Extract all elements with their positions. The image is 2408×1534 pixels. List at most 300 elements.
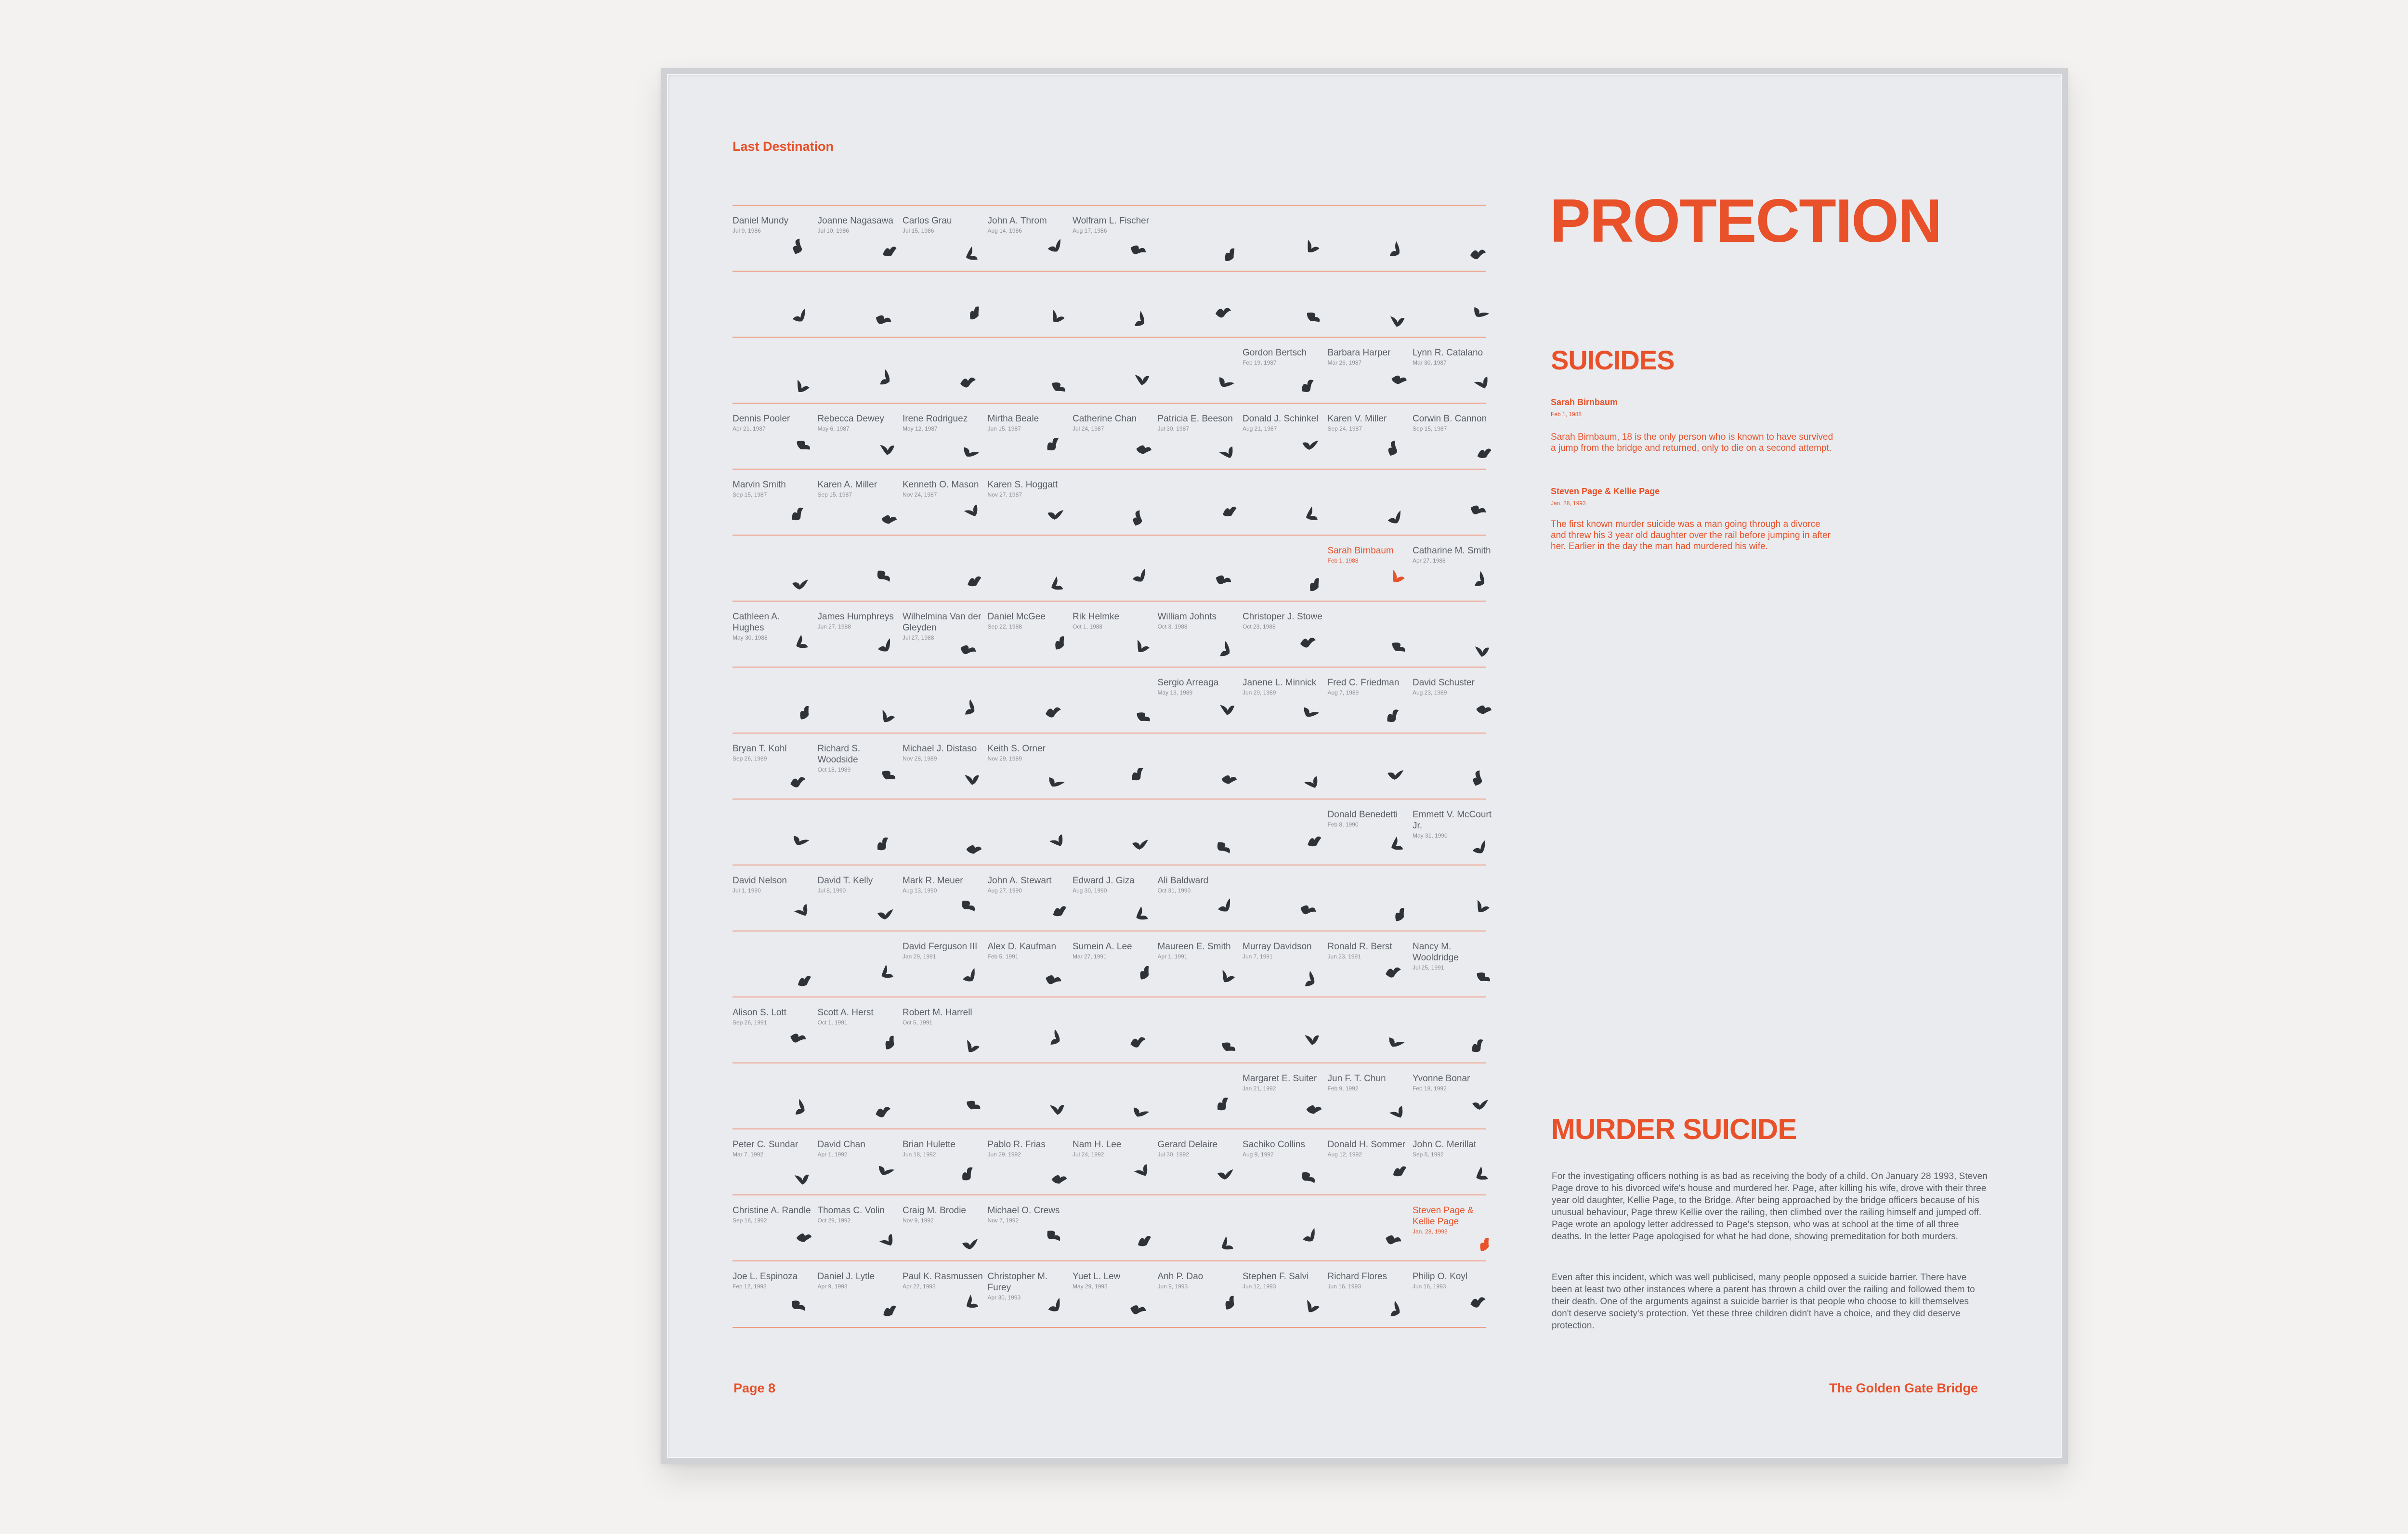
victim-cell: [1158, 865, 1241, 931]
victim-date: Nov 9, 1992: [903, 1217, 934, 1224]
falling-figure-icon: [957, 1163, 980, 1185]
falling-figure-icon: [879, 242, 898, 259]
victim-date: Sep 22, 1988: [987, 623, 1022, 630]
victim-name: Joanne Nagasawa Jul 10, 1986: [818, 215, 899, 235]
falling-figure-icon: [1217, 1035, 1240, 1058]
victim-name: Rik Helmke Oct 1, 1988: [1073, 611, 1153, 631]
falling-figure-icon: [1472, 641, 1492, 659]
victim-date: Oct 1, 1988: [1073, 623, 1103, 630]
victim-cell: [818, 799, 901, 865]
victim-name: Edward J. Giza Aug 30, 1990: [1073, 875, 1153, 895]
victim-cell: [988, 601, 1071, 667]
victim-date: Nov 29, 1989: [987, 755, 1022, 762]
victim-cell: [1158, 1128, 1241, 1194]
falling-figure-icon: [787, 1295, 809, 1318]
falling-figure-icon: [963, 1093, 985, 1116]
victim-name: Nam H. Lee Jul 24, 1992: [1073, 1139, 1153, 1159]
victim-date: Nov 24, 1987: [903, 491, 937, 498]
falling-figure-icon: [1471, 1163, 1493, 1185]
falling-figure-icon: [1301, 1029, 1322, 1048]
falling-figure-icon: [957, 895, 979, 918]
victim-date: Aug 17, 1986: [1073, 227, 1107, 234]
victim-cell: [1073, 865, 1155, 931]
victim-name: Nancy M. Wooldridge Jul 25, 1991: [1413, 941, 1493, 972]
grid-row: [733, 865, 1486, 931]
falling-figure-icon: [794, 971, 814, 989]
falling-figure-icon: [1382, 437, 1404, 459]
victim-date: Aug 21, 1987: [1243, 425, 1277, 432]
falling-figure-icon: [1384, 1031, 1406, 1053]
victim-date: Aug 13, 1990: [903, 887, 937, 894]
victim-date: Nov 7, 1992: [987, 1217, 1019, 1224]
falling-figure-icon: [961, 499, 983, 522]
falling-figure-icon: [1046, 573, 1068, 596]
victim-cell: [1073, 469, 1155, 535]
falling-figure-icon: [1297, 376, 1319, 396]
story-text: Sarah Birnbaum, 18 is the only person who is known to have survived a jump from the bridge and returned, only to die on a second attempt.: [1551, 432, 1833, 453]
grid-row: [733, 271, 1486, 337]
victim-name: David Ferguson III Jan 29, 1991: [903, 941, 983, 961]
victim-date: Jul 24, 1992: [1073, 1151, 1104, 1158]
section-label: Last Destination: [733, 139, 834, 154]
victim-name: Peter C. Sundar Mar 7, 1992: [733, 1139, 813, 1159]
victim-cell: [903, 1260, 985, 1326]
victim-cell: [1158, 469, 1241, 535]
victim-cell: [1158, 337, 1241, 403]
falling-figure-icon: [1129, 309, 1151, 332]
page-title: PROTECTION: [1550, 186, 1941, 255]
victim-cell: [988, 205, 1071, 271]
falling-figure-icon: [1217, 1291, 1240, 1313]
victim-date: Apr 9, 1993: [817, 1283, 848, 1290]
victim-date: Feb 19, 1987: [1243, 359, 1277, 366]
falling-figure-icon: [961, 1237, 979, 1252]
falling-figure-icon: [1297, 900, 1319, 920]
victim-cell: [733, 1260, 815, 1326]
victim-name: Sergio Arreaga May 13, 1989: [1158, 677, 1239, 697]
falling-figure-icon: [787, 236, 809, 258]
victim-date: Jul 25, 1991: [1413, 964, 1444, 971]
falling-figure-icon: [1469, 838, 1491, 858]
falling-figure-icon: [1303, 305, 1324, 328]
victim-cell: [1328, 1062, 1411, 1128]
victim-name: Fred C. Friedman Aug 7, 1989: [1328, 677, 1409, 697]
page-label: Page 8: [733, 1381, 776, 1395]
falling-figure-icon: [1469, 1295, 1487, 1310]
victim-name: Irene Rodriguez May 12, 1987: [903, 413, 983, 433]
victim-cell: [903, 1128, 985, 1194]
grid-row: [733, 403, 1486, 469]
victim-name: Michael J. Distaso Nov 28, 1989: [903, 743, 983, 763]
victim-cell: [1158, 1062, 1241, 1128]
victim-cell: [733, 931, 815, 996]
victim-cell: [988, 1260, 1071, 1326]
victim-date: Oct 1, 1991: [817, 1019, 848, 1026]
victim-date: Aug 12, 1992: [1327, 1151, 1362, 1158]
victim-date: May 6, 1987: [817, 425, 850, 432]
falling-figure-icon: [874, 636, 896, 656]
victim-cell: [1073, 271, 1155, 337]
victim-name: Corwin B. Cannon Sep 15, 1987: [1413, 413, 1493, 433]
victim-date: Jul 24, 1987: [1073, 425, 1104, 432]
falling-figure-icon: [1212, 570, 1234, 591]
victim-date: Jul 30, 1987: [1157, 425, 1189, 432]
falling-figure-icon: [1300, 436, 1320, 453]
victim-cell: [1158, 733, 1241, 799]
victim-cell: [818, 337, 901, 403]
story-date: Feb 1, 1988: [1551, 411, 1582, 418]
victim-cell: [1413, 535, 1495, 601]
victim-cell: [1328, 667, 1411, 733]
falling-figure-icon: [872, 565, 894, 588]
victim-cell: [1243, 1062, 1325, 1128]
victim-cell: [733, 667, 815, 733]
victim-name: Christopher M. Furey Apr 30, 1993: [988, 1271, 1069, 1302]
victim-name: Catherine Chan Jul 24, 1987: [1073, 413, 1153, 433]
falling-figure-icon: [1384, 1299, 1406, 1322]
victim-date: Sep 5, 1992: [1413, 1151, 1444, 1158]
victim-cell: [1158, 931, 1241, 996]
victim-date: Jan 21, 1992: [1243, 1085, 1276, 1092]
falling-figure-icon: [962, 1037, 982, 1055]
victim-cell: [818, 996, 901, 1062]
victim-name: William Johnts Oct 3, 1988: [1158, 611, 1239, 631]
falling-figure-icon: [1384, 239, 1406, 262]
victim-name: Janene L. Minnick Jun 29, 1989: [1243, 677, 1323, 697]
victim-cell: [1073, 1194, 1155, 1260]
grid-row: [733, 733, 1486, 799]
victim-date: Feb 1, 1988: [1327, 557, 1359, 564]
falling-figure-icon: [1047, 631, 1070, 654]
falling-figure-icon: [1212, 837, 1234, 859]
victim-name: David Nelson Jul 1, 1990: [733, 875, 813, 895]
victim-cell: [988, 1194, 1071, 1260]
victim-date: Apr 1, 1991: [1157, 953, 1188, 960]
victim-name: Ronald R. Berst Jun 23, 1991: [1328, 941, 1409, 961]
victim-cell: [1158, 1194, 1241, 1260]
victim-date: Sep 26, 1989: [733, 755, 767, 762]
victim-name: Carlos Grau Jul 15, 1986: [903, 215, 983, 235]
victim-name: Sumein A. Lee Mar 27, 1991: [1073, 941, 1153, 961]
victim-name: Wolfram L. Fischer Aug 17, 1986: [1073, 215, 1153, 235]
victim-cell: [733, 535, 815, 601]
victim-date: Apr 21, 1987: [733, 425, 766, 432]
victim-cell: [903, 469, 985, 535]
victim-date: Jan 29, 1991: [903, 953, 936, 960]
victim-cell: [988, 667, 1071, 733]
victim-cell: [1243, 931, 1325, 996]
victim-cell: [818, 271, 901, 337]
victim-cell: [1073, 996, 1155, 1062]
victim-cell: [818, 931, 901, 996]
victim-name: Murray Davidson Jun 7, 1991: [1243, 941, 1323, 961]
falling-figure-icon: [1218, 769, 1239, 788]
victim-date: Sep 16, 1992: [733, 1217, 767, 1224]
victim-date: May 30, 1988: [733, 634, 768, 641]
victim-cell: [1328, 469, 1411, 535]
victim-cell: [733, 271, 815, 337]
falling-figure-icon: [1214, 305, 1232, 320]
victim-date: Mar 7, 1992: [733, 1151, 764, 1158]
victim-name: Donald Benedetti Feb 8, 1990: [1328, 809, 1409, 829]
victim-cell: [1158, 667, 1241, 733]
falling-figure-icon: [793, 701, 815, 723]
grid-row: [733, 931, 1486, 996]
victim-cell: [903, 931, 985, 996]
victim-name: Karen S. Hoggatt Nov 27, 1987: [988, 479, 1069, 499]
victim-cell: [1413, 931, 1495, 996]
victim-cell: [903, 403, 985, 469]
victim-cell: [733, 1194, 815, 1260]
falling-figure-icon: [1303, 1099, 1324, 1118]
victim-date: Jun 23, 1991: [1327, 953, 1361, 960]
grid-row: [733, 799, 1492, 865]
falling-figure-icon: [1217, 243, 1240, 265]
victim-cell: [1158, 1260, 1241, 1326]
victim-date: Sep 26, 1991: [733, 1019, 767, 1026]
victim-cell: [988, 337, 1071, 403]
falling-figure-icon: [1127, 1300, 1149, 1320]
victim-cell: [1073, 535, 1155, 601]
victim-cell: [1413, 1194, 1495, 1260]
victim-cell: [1328, 733, 1411, 799]
victim-cell: [903, 1062, 985, 1128]
victim-cell: [988, 865, 1071, 931]
story-text: The first known murder suicide was a man going through a divorce and threw his 3 year old daughter over the rail before jumping in after her. Earlier in the day the man had murdered his wife.: [1551, 519, 1831, 551]
falling-figure-icon: [876, 961, 898, 983]
grid-row: [733, 601, 1486, 667]
victim-name: Sachiko Collins Aug 9, 1992: [1243, 1139, 1323, 1159]
victim-name: Emmett V. McCourt Jr. May 31, 1990: [1413, 809, 1493, 840]
victim-name: Philip O. Koyl Jun 16, 1993: [1413, 1271, 1493, 1291]
victim-date: Sep 15, 1987: [1413, 425, 1447, 432]
falling-figure-icon: [877, 708, 897, 725]
falling-figure-icon: [1134, 1231, 1154, 1249]
victim-name: Catharine M. Smith Apr 27, 1988: [1413, 545, 1493, 565]
falling-figure-icon: [1132, 637, 1152, 656]
victim-cell: [903, 535, 985, 601]
victim-name: Karen V. Miller Sep 24, 1987: [1328, 413, 1409, 433]
falling-figure-icon: [1216, 441, 1238, 464]
falling-figure-icon: [1048, 1168, 1069, 1187]
victim-cell: [1073, 1062, 1155, 1128]
victim-date: Nov 28, 1989: [903, 755, 937, 762]
falling-figure-icon: [1471, 371, 1493, 393]
victim-date: Jul 10, 1986: [817, 227, 849, 234]
victim-cell: [1328, 403, 1411, 469]
falling-figure-icon: [1382, 706, 1404, 727]
falling-figure-icon: [1297, 1167, 1319, 1190]
victim-date: Jun 7, 1991: [1243, 953, 1273, 960]
victim-name: Yuet L. Lew May 29, 1993: [1073, 1271, 1153, 1291]
victim-cell: [1243, 733, 1325, 799]
victim-cell: [1413, 601, 1495, 667]
victim-cell: [903, 667, 985, 733]
victim-date: Aug 7, 1989: [1327, 689, 1359, 696]
falling-figure-icon: [791, 899, 813, 922]
victim-date: Feb 18, 1992: [1413, 1085, 1447, 1092]
falling-figure-icon: [1388, 368, 1410, 389]
falling-figure-icon: [789, 830, 811, 852]
victim-date: Aug 23, 1989: [1413, 689, 1447, 696]
falling-figure-icon: [1131, 903, 1153, 925]
falling-figure-icon: [1044, 237, 1065, 257]
falling-figure-icon: [1131, 836, 1149, 852]
falling-figure-icon: [1132, 369, 1152, 388]
falling-figure-icon: [1301, 771, 1323, 794]
falling-figure-icon: [1473, 698, 1495, 719]
victim-date: Jul 27, 1988: [903, 634, 934, 641]
victim-date: Jul 8, 1990: [817, 887, 846, 894]
victim-name: Craig M. Brodie Nov 9, 1992: [903, 1205, 983, 1225]
victim-cell: [1158, 271, 1241, 337]
victim-cell: [988, 799, 1071, 865]
falling-figure-icon: [1219, 502, 1238, 519]
victim-name: David T. Kelly Jul 8, 1990: [818, 875, 899, 895]
victim-cell: [818, 1062, 901, 1128]
falling-figure-icon: [874, 1160, 896, 1181]
victim-cell: [1243, 799, 1325, 865]
falling-figure-icon: [1475, 444, 1493, 460]
falling-figure-icon: [1129, 566, 1151, 587]
victim-name: David Chan Apr 1, 1992: [818, 1139, 899, 1159]
victim-name: Scott A. Herst Oct 1, 1991: [818, 1007, 899, 1027]
falling-figure-icon: [1129, 1035, 1147, 1050]
victim-cell: [818, 403, 901, 469]
victim-name: Donald J. Schinkel Aug 21, 1987: [1243, 413, 1323, 433]
grid-row: [733, 1128, 1486, 1194]
victim-date: Jun 16, 1993: [1327, 1283, 1361, 1290]
victim-name: Joe L. Espinoza Feb 12, 1993: [733, 1271, 813, 1291]
falling-figure-icon: [1217, 968, 1237, 985]
victim-cell: [1158, 535, 1241, 601]
falling-figure-icon: [1214, 896, 1236, 917]
victim-cell: [1158, 403, 1241, 469]
victim-date: Aug 30, 1990: [1073, 887, 1107, 894]
victim-name: Jun F. T. Chun Feb 9, 1992: [1328, 1073, 1409, 1093]
falling-figure-icon: [1386, 833, 1408, 856]
falling-figure-icon: [961, 1291, 983, 1313]
victim-name: Mirtha Beale Jun 15, 1987: [988, 413, 1069, 433]
falling-figure-icon: [1127, 507, 1149, 529]
falling-figure-icon: [1467, 500, 1489, 522]
falling-figure-icon: [792, 377, 812, 395]
victim-name: John A. Throm Aug 14, 1986: [988, 215, 1069, 235]
victim-cell: [1413, 996, 1495, 1062]
falling-figure-icon: [1046, 829, 1068, 852]
victim-name: Christoper J. Stowe Oct 23, 1988: [1243, 611, 1323, 631]
victim-name: Rebecca Dewey May 6, 1987: [818, 413, 899, 433]
falling-figure-icon: [961, 243, 983, 266]
victim-name: Paul K. Rasmussen Apr 22, 1993: [903, 1272, 983, 1290]
victim-cell: [1073, 667, 1155, 733]
victim-name: Margaret E. Suiter Jan 21, 1992: [1243, 1073, 1323, 1093]
victim-cell: [1413, 205, 1495, 271]
victim-cell: [1413, 271, 1495, 337]
victim-cell: [903, 205, 985, 271]
victim-cell: [1413, 337, 1495, 403]
murder-suicide-paragraph: For the investigating officers nothing is as bad as receiving the body of a child. On January 28 1993, Steven Page drove to his divorced wife's house and murdered her. Page, after killing his wife, drove with their three year old daughter, Kellie Page, to the Bridge. After being approached by the bridge officers because of his unusual behaviour, Page threw Kellie over the railing, then climbed over the railing himself and jumped off. Page wrote an apology letter addressed to Page's stepson, who was at school at the time of all three deaths. In the letter Page apologised for what he had done, showing premeditation for both murders.: [1552, 1171, 1988, 1242]
grid-row: [733, 1260, 1486, 1326]
victim-name: Stephen F. Salvi Jun 12, 1993: [1243, 1271, 1323, 1291]
victim-cell: [1073, 1128, 1155, 1194]
victim-cell: [733, 1128, 815, 1194]
falling-figure-icon: [964, 572, 983, 589]
victim-date: Oct 23, 1988: [1243, 623, 1276, 630]
falling-figure-icon: [1384, 965, 1402, 980]
victim-cell: [1413, 799, 1495, 865]
falling-figure-icon: [1131, 1159, 1153, 1182]
victim-name: Mark R. Meuer Aug 13, 1990: [903, 875, 983, 895]
grid-row: [733, 1062, 1486, 1128]
victim-date: Mar 26, 1987: [1327, 359, 1362, 366]
falling-figure-icon: [1216, 1233, 1238, 1255]
victim-cell: [1243, 535, 1325, 601]
victim-cell: [1073, 799, 1155, 865]
grid-row: [733, 337, 1486, 403]
victim-cell: [818, 667, 901, 733]
victim-cell: [1243, 601, 1325, 667]
grid-row: [733, 205, 1486, 271]
victim-date: Apr 27, 1988: [1413, 557, 1446, 564]
victim-cell: [733, 403, 815, 469]
victim-cell: [733, 865, 815, 931]
victim-cell: [1243, 205, 1325, 271]
victim-date: Apr 22, 1993: [903, 1283, 936, 1290]
falling-figure-icon: [1388, 635, 1410, 658]
victim-cell: [733, 601, 815, 667]
victim-cell: [1413, 865, 1495, 931]
victim-cell: [1328, 996, 1411, 1062]
victim-date: Mar 27, 1991: [1073, 953, 1107, 960]
victim-cell: [1158, 996, 1241, 1062]
victim-cell: [1413, 1062, 1495, 1128]
falling-figure-icon: [878, 1301, 899, 1319]
victim-name: Christine A. Randle Sep 16, 1992: [733, 1205, 813, 1225]
victim-date: Jun 27, 1988: [817, 623, 851, 630]
falling-figure-icon: [1129, 1101, 1152, 1123]
falling-figure-icon: [1386, 766, 1404, 783]
victim-cell: [1328, 337, 1411, 403]
victim-cell: [1328, 205, 1411, 271]
victim-date: Nov 27, 1987: [987, 491, 1022, 498]
falling-figure-icon: [1467, 767, 1489, 789]
falling-figure-icon: [1049, 902, 1069, 919]
falling-figure-icon: [1216, 1167, 1234, 1182]
victim-date: Jul 9, 1986: [733, 227, 761, 234]
falling-figure-icon: [1299, 969, 1321, 992]
victim-cell: [733, 733, 815, 799]
falling-figure-icon: [872, 310, 894, 331]
victim-date: May 13, 1989: [1157, 689, 1193, 696]
victim-name: David Schuster Aug 23, 1989: [1413, 677, 1493, 697]
victim-cell: [818, 1194, 901, 1260]
victim-cell: [733, 205, 815, 271]
victim-name: Barbara Harper Mar 26, 1987: [1328, 347, 1409, 367]
victim-name: Dennis Pooler Apr 21, 1987: [733, 413, 813, 433]
victim-cell: [988, 535, 1071, 601]
victim-cell: [818, 1260, 901, 1326]
victim-cell: [1413, 403, 1495, 469]
falling-figure-icon: [789, 306, 811, 327]
victim-cell: [988, 931, 1071, 996]
victim-name: Thomas C. Volin Oct 29, 1992: [818, 1205, 899, 1225]
falling-figure-icon: [957, 640, 979, 660]
victim-name: Ali Baldward Oct 31, 1990: [1158, 875, 1239, 895]
victim-date: Feb 12, 1993: [733, 1283, 767, 1290]
falling-figure-icon: [789, 1097, 811, 1119]
victim-cell: [1413, 1260, 1495, 1326]
